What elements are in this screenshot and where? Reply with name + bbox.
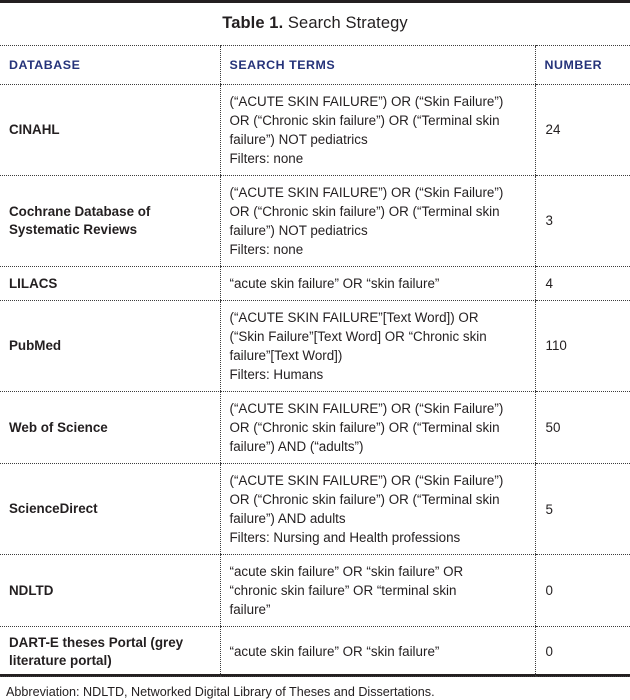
search-terms-line: OR (“Chronic skin failure”) OR (“Terminal skin	[230, 202, 526, 221]
search-terms-line: (“ACUTE SKIN FAILURE”) OR (“Skin Failure”)	[230, 92, 526, 111]
search-terms-text	[221, 555, 535, 626]
cell-database	[0, 266, 220, 300]
database-name: ScienceDirect	[0, 493, 220, 524]
search-terms-line: failure”) AND (“adults”)	[230, 437, 526, 456]
search-terms-line: Filters: Humans	[230, 365, 526, 384]
table-row	[0, 627, 630, 677]
search-terms-text	[221, 464, 535, 554]
database-name: DART-E theses Portal (grey literature portal)	[0, 627, 220, 676]
cell-database	[0, 84, 220, 175]
search-terms-text	[221, 267, 535, 300]
table-footnote: Abbreviation: NDLTD, Networked Digital Library of Theses and Dissertations.	[0, 677, 630, 700]
table-caption-label: Table 1.	[222, 14, 283, 32]
database-name: CINAHL	[0, 114, 220, 145]
search-terms-line: (“ACUTE SKIN FAILURE”[Text Word]) OR	[230, 308, 526, 327]
search-terms-line: failure”) NOT pediatrics	[230, 130, 526, 149]
database-name: LILACS	[0, 268, 220, 299]
result-count: 5	[536, 495, 630, 524]
result-count: 4	[536, 269, 630, 298]
result-count: 0	[536, 637, 630, 666]
table-row	[0, 266, 630, 300]
search-strategy-table	[0, 45, 630, 678]
search-terms-text	[221, 392, 535, 463]
search-terms-text	[221, 176, 535, 266]
cell-database	[0, 555, 220, 627]
cell-number	[535, 464, 630, 555]
header-row	[0, 45, 630, 84]
cell-number	[535, 175, 630, 266]
result-count: 3	[536, 206, 630, 235]
search-terms-line: OR (“Chronic skin failure”) OR (“Terminal skin	[230, 490, 526, 509]
column-header-search-terms	[220, 45, 535, 84]
search-terms-line: OR (“Chronic skin failure”) OR (“Terminal skin	[230, 418, 526, 437]
cell-database	[0, 300, 220, 391]
cell-number	[535, 627, 630, 677]
search-terms-line: (“Skin Failure”[Text Word] OR “Chronic skin	[230, 327, 526, 346]
cell-search-terms	[220, 391, 535, 463]
cell-database	[0, 464, 220, 555]
column-header-database-label: DATABASE	[0, 58, 220, 72]
result-count: 0	[536, 576, 630, 605]
cell-search-terms	[220, 300, 535, 391]
search-terms-text	[221, 85, 535, 175]
search-terms-line: “acute skin failure” OR “skin failure”	[230, 642, 526, 661]
cell-search-terms	[220, 175, 535, 266]
cell-number	[535, 391, 630, 463]
table-row	[0, 84, 630, 175]
search-terms-line: Filters: Nursing and Health professions	[230, 528, 526, 547]
column-header-search-terms-label: SEARCH TERMS	[221, 58, 535, 72]
result-count: 24	[536, 115, 630, 144]
table-row	[0, 464, 630, 555]
database-name: Cochrane Database of Systematic Reviews	[0, 196, 220, 245]
database-name: Web of Science	[0, 412, 220, 443]
cell-number	[535, 84, 630, 175]
search-terms-line: (“ACUTE SKIN FAILURE”) OR (“Skin Failure”)	[230, 183, 526, 202]
search-terms-line: failure”[Text Word])	[230, 346, 526, 365]
search-terms-line: failure”) AND adults	[230, 509, 526, 528]
table-row	[0, 300, 630, 391]
cell-database	[0, 391, 220, 463]
table-header	[0, 45, 630, 84]
cell-number	[535, 300, 630, 391]
search-terms-text	[221, 301, 535, 391]
database-name: PubMed	[0, 330, 220, 361]
table-body	[0, 84, 630, 677]
search-terms-line: (“ACUTE SKIN FAILURE”) OR (“Skin Failure”)	[230, 471, 526, 490]
cell-search-terms	[220, 627, 535, 677]
table-row	[0, 555, 630, 627]
column-header-number	[535, 45, 630, 84]
result-count: 50	[536, 413, 630, 442]
cell-search-terms	[220, 266, 535, 300]
table-row	[0, 391, 630, 463]
column-header-database	[0, 45, 220, 84]
database-name: NDLTD	[0, 575, 220, 606]
search-terms-line: failure”	[230, 600, 526, 619]
column-header-number-label: NUMBER	[536, 58, 630, 72]
search-terms-line: OR (“Chronic skin failure”) OR (“Terminal skin	[230, 111, 526, 130]
cell-search-terms	[220, 84, 535, 175]
cell-database	[0, 175, 220, 266]
search-terms-text	[221, 635, 535, 668]
search-terms-line: “acute skin failure” OR “skin failure”	[230, 274, 526, 293]
search-terms-line: “chronic skin failure” OR “terminal skin	[230, 581, 526, 600]
table-caption	[0, 3, 630, 45]
cell-number	[535, 266, 630, 300]
cell-number	[535, 555, 630, 627]
table-caption-text: Search Strategy	[283, 14, 408, 32]
search-terms-line: “acute skin failure” OR “skin failure” OR	[230, 562, 526, 581]
table-row	[0, 175, 630, 266]
cell-search-terms	[220, 464, 535, 555]
result-count: 110	[536, 331, 630, 360]
cell-database	[0, 627, 220, 677]
search-terms-line: Filters: none	[230, 149, 526, 168]
cell-search-terms	[220, 555, 535, 627]
search-terms-line: failure”) NOT pediatrics	[230, 221, 526, 240]
search-terms-line: (“ACUTE SKIN FAILURE”) OR (“Skin Failure”)	[230, 399, 526, 418]
search-terms-line: Filters: none	[230, 240, 526, 259]
